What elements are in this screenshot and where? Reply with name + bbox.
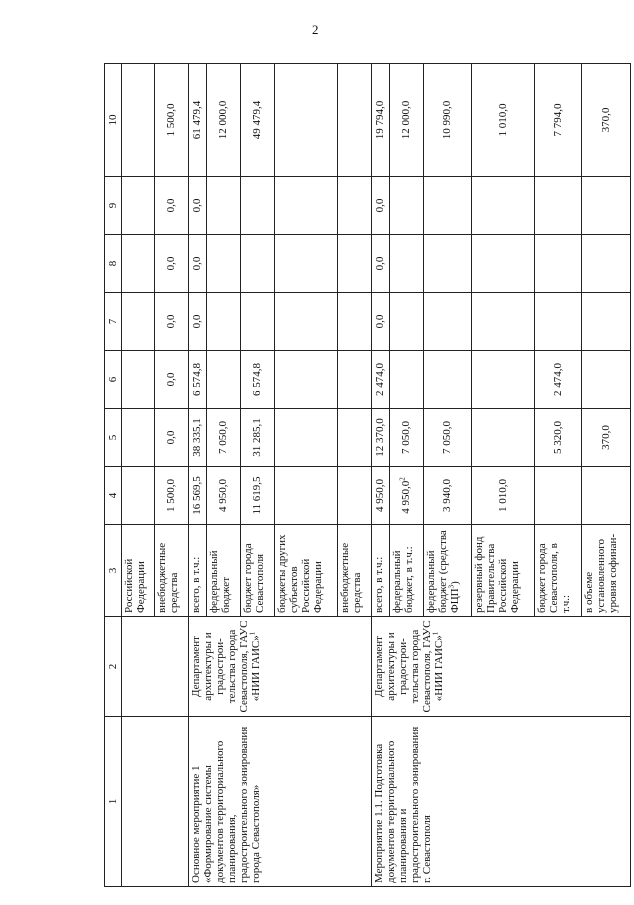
value-cell xyxy=(206,177,240,235)
value-cell: 0,0 xyxy=(154,409,188,467)
measure-name-cell: Мероприятие 1.1. Подготовка документов территориального планирования и градостроительного зонирования г. Севастополя xyxy=(371,717,630,887)
value-cell: 4 950,0 xyxy=(206,467,240,525)
value-cell: 2 474,0 xyxy=(371,351,389,409)
value-cell: 1 500,0 xyxy=(154,467,188,525)
value-cell: 4 950,0 xyxy=(371,467,389,525)
value-cell: 0,0 xyxy=(154,293,188,351)
value-cell xyxy=(122,409,155,467)
value-cell xyxy=(582,467,631,525)
column-header: 1 xyxy=(105,717,122,887)
measure-name-cell: Основное мероприятие 1 «Формирование системы документов территориального планирования, градостроительного зонирования города Севастополя» xyxy=(188,717,371,887)
value-cell: 0,0 xyxy=(371,235,389,293)
value-cell: 1 010,0 xyxy=(472,467,535,525)
footnote-marker: 1 xyxy=(430,631,439,636)
value-cell xyxy=(274,467,337,525)
value-cell: 16 569,5 xyxy=(188,467,206,525)
value-cell: 49 479,4 xyxy=(240,64,274,177)
value-cell xyxy=(472,293,535,351)
value-cell xyxy=(472,351,535,409)
column-header: 2 xyxy=(105,617,122,717)
value-cell xyxy=(274,177,337,235)
value-cell xyxy=(337,64,371,177)
funding-source-cell: всего, в т.ч.: xyxy=(188,525,206,617)
value-cell xyxy=(274,351,337,409)
funding-source-cell: бюджеты других субъектов Российской Федерации xyxy=(274,525,337,617)
executor-text: Департамент архитектуры и градострои-тельства города Севастополя, ГАУС «НИИ ГАИС» xyxy=(189,620,262,713)
value-cell xyxy=(122,235,155,293)
value-cell xyxy=(423,177,471,235)
value-cell xyxy=(582,351,631,409)
value-cell xyxy=(240,235,274,293)
value-cell: 0,0 xyxy=(188,293,206,351)
column-header: 10 xyxy=(105,64,122,177)
value-cell xyxy=(582,235,631,293)
value-cell xyxy=(535,235,582,293)
value-cell: 7 050,0 xyxy=(389,409,423,467)
value-cell: 11 619,5 xyxy=(240,467,274,525)
value-cell: 0,0 xyxy=(188,177,206,235)
value-cell xyxy=(535,177,582,235)
value-cell: 12 370,0 xyxy=(371,409,389,467)
column-header: 5 xyxy=(105,409,122,467)
funding-source-cell: внебюджетные средства xyxy=(337,525,371,617)
value-cell xyxy=(472,177,535,235)
value-text: 4 950,0 xyxy=(400,480,413,514)
value-cell xyxy=(122,351,155,409)
value-cell xyxy=(122,177,155,235)
value-cell xyxy=(240,177,274,235)
value-cell xyxy=(337,293,371,351)
value-cell xyxy=(122,64,155,177)
value-cell xyxy=(582,293,631,351)
table-row xyxy=(371,64,389,887)
value-cell xyxy=(472,235,535,293)
funding-source-cell: бюджет города Севастополя xyxy=(240,525,274,617)
value-cell: 370,0 xyxy=(582,64,631,177)
value-cell xyxy=(389,467,423,525)
value-cell xyxy=(423,235,471,293)
value-cell xyxy=(389,177,423,235)
value-cell xyxy=(274,293,337,351)
funding-source-cell: федеральный бюджет, в т.ч.: xyxy=(389,525,423,617)
value-cell xyxy=(206,235,240,293)
value-cell: 0,0 xyxy=(188,235,206,293)
value-cell xyxy=(337,177,371,235)
table-row xyxy=(122,64,155,887)
column-header: 4 xyxy=(105,467,122,525)
value-cell xyxy=(337,467,371,525)
value-cell xyxy=(122,293,155,351)
value-cell: 7 794,0 xyxy=(535,64,582,177)
value-cell xyxy=(206,351,240,409)
value-cell xyxy=(423,293,471,351)
value-cell xyxy=(389,351,423,409)
value-cell: 7 050,0 xyxy=(206,409,240,467)
executor-cell xyxy=(122,617,189,717)
column-header: 9 xyxy=(105,177,122,235)
funding-source-cell: в объеме установленного уровня софинан- xyxy=(582,525,631,617)
funding-source-cell xyxy=(423,525,471,617)
value-cell: 31 285,1 xyxy=(240,409,274,467)
value-cell: 19 794,0 xyxy=(371,64,389,177)
rotated-table-container xyxy=(104,64,631,887)
value-cell xyxy=(240,293,274,351)
value-cell xyxy=(337,235,371,293)
funding-source-cell: Российской Федерации xyxy=(122,525,155,617)
value-cell xyxy=(582,177,631,235)
value-cell xyxy=(472,409,535,467)
column-header: 8 xyxy=(105,235,122,293)
value-cell: 0,0 xyxy=(371,293,389,351)
footnote-marker: 3 xyxy=(447,584,456,589)
value-cell xyxy=(122,467,155,525)
value-cell: 12 000,0 xyxy=(206,64,240,177)
funding-source-cell: бюджет города Севастополя, в т.ч.: xyxy=(535,525,582,617)
footnote-marker: 2 xyxy=(398,477,407,481)
value-cell: 12 000,0 xyxy=(389,64,423,177)
executor-cell xyxy=(371,617,630,717)
funding-source-cell: внебюджетные средства xyxy=(154,525,188,617)
value-cell: 0,0 xyxy=(154,177,188,235)
value-cell xyxy=(274,64,337,177)
funding-source-cell: федеральный бюджет xyxy=(206,525,240,617)
value-cell xyxy=(206,293,240,351)
value-cell: 0,0 xyxy=(371,177,389,235)
funding-source-tail: ) xyxy=(448,581,461,585)
value-cell xyxy=(389,235,423,293)
value-cell xyxy=(337,409,371,467)
value-cell: 3 940,0 xyxy=(423,467,471,525)
value-cell: 5 320,0 xyxy=(535,409,582,467)
value-cell: 10 990,0 xyxy=(423,64,471,177)
table-row xyxy=(188,64,206,887)
footnote-marker: 1 xyxy=(247,631,256,636)
column-header: 7 xyxy=(105,293,122,351)
value-cell: 7 050,0 xyxy=(423,409,471,467)
funding-table xyxy=(104,63,631,887)
funding-source-text: федеральный бюджет (средства ФЦП xyxy=(424,530,461,613)
value-cell xyxy=(337,351,371,409)
value-cell: 38 335,1 xyxy=(188,409,206,467)
executor-cell xyxy=(188,617,371,717)
measure-name-cell xyxy=(122,717,189,887)
value-cell xyxy=(274,235,337,293)
column-header: 3 xyxy=(105,525,122,617)
value-cell xyxy=(389,293,423,351)
value-cell: 1 010,0 xyxy=(472,64,535,177)
value-cell: 0,0 xyxy=(154,351,188,409)
page-number: 2 xyxy=(312,22,319,37)
funding-source-cell: всего, в т.ч.: xyxy=(371,525,389,617)
value-cell: 0,0 xyxy=(154,235,188,293)
value-cell xyxy=(535,467,582,525)
value-cell: 6 574,8 xyxy=(188,351,206,409)
funding-source-cell: резервный фонд Правительства Российской Федерации xyxy=(472,525,535,617)
value-cell xyxy=(535,293,582,351)
value-cell xyxy=(423,351,471,409)
value-cell xyxy=(274,409,337,467)
executor-text: Департамент архитектуры и градострои-тельства города Севастополя, ГАУС «НИИ ГАИС» xyxy=(372,620,445,713)
value-cell: 6 574,8 xyxy=(240,351,274,409)
column-header: 6 xyxy=(105,351,122,409)
value-cell: 370,0 xyxy=(582,409,631,467)
value-cell: 2 474,0 xyxy=(535,351,582,409)
value-cell: 1 500,0 xyxy=(154,64,188,177)
table-header-row xyxy=(105,64,122,887)
value-cell: 61 479,4 xyxy=(188,64,206,177)
